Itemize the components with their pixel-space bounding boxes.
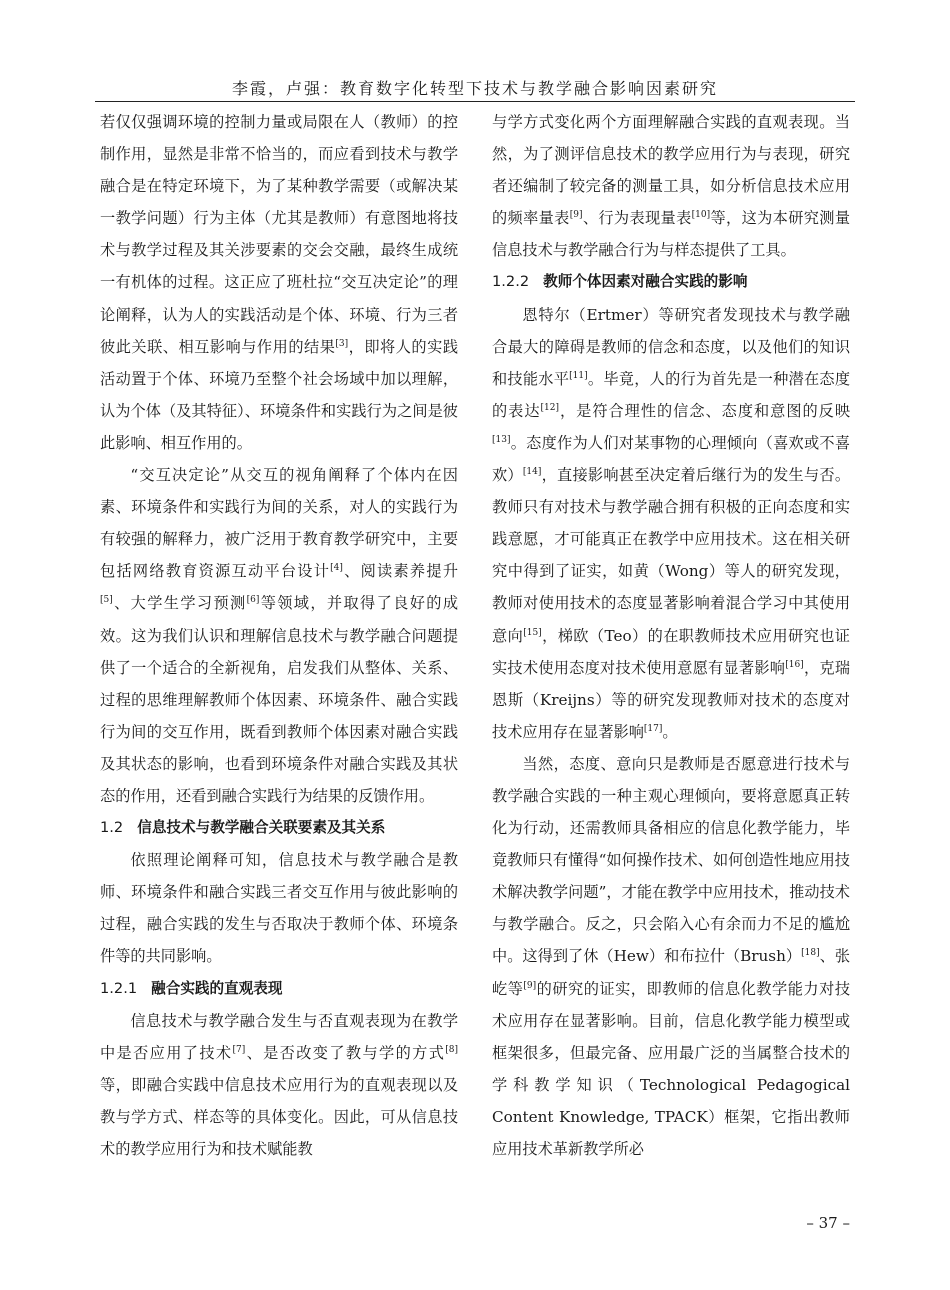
paragraph: 恩特尔（Ertmer）等研究者发现技术与教学融合最大的障碍是教师的信念和态度，以及他们的知识和技能水平[11]。毕竟，人的行为首先是一种潜在态度的表达[12]，是符合理性的信念、态度和意图的反映[13]。态度作为人们对某事物的心理倾向（喜欢或不喜欢）[14]，直接影响甚至决定着后继行为的发生与否。教师只有对技术与教学融合拥有积极的正向态度和实践意愿，才可能真正在教学中应用技术。这在相关研究中得到了证实，如黄（Wong）等人的研究发现，教师对使用技术的态度显著影响着混合学习中其使用意向[15]，梯欧（Teo）的在职教师技术应用研究也证实技术使用态度对技术使用意愿有显著影响[16]，克瑞恩斯（Kreijns）等的研究发现教师对技术的态度对技术应用存在显著影响[17]。	[492, 305, 851, 741]
right-column	[492, 106, 850, 1165]
citation: [15]	[523, 627, 542, 638]
header-rule	[95, 101, 855, 102]
subsection-heading: 1.2.1 融合实践的直观表现	[100, 979, 283, 997]
paragraph: 与学方式变化两个方面理解融合实践的直观表现。当然，为了测评信息技术的教学应用行为与表现，研究者还编制了较完备的测量工具，如分析信息技术应用的频率量表[9]、行为表现量表[10]等，这为本研究测量信息技术与教学融合行为与样态提供了工具。	[492, 113, 851, 260]
citation: [18]	[801, 948, 820, 959]
citation: [4]	[330, 563, 343, 574]
citation: [12]	[540, 402, 559, 413]
left-column	[100, 106, 458, 1165]
citation: [9]	[569, 210, 583, 221]
paragraph: 若仅仅强调环境的控制力量或局限在人（教师）的控制作用，显然是非常不恰当的，而应看到技术与教学融合是在特定环境下，为了某种教学需要（或解决某一教学问题）行为主体（尤其是教师）有意图地将技术与教学过程及其关涉要素的交会交融，最终生成统一有机体的过程。这正应了班杜拉“交互决定论”的理论阐释，认为人的实践活动是个体、环境、行为三者彼此关联、相互影响与作用的结果[3]，即将人的实践活动置于个体、环境乃至整个社会场域中加以理解，认为个体（及其特征）、环境条件和实践行为之间是彼此影响、相互作用的。	[100, 113, 459, 452]
paragraph: 当然，态度、意向只是教师是否愿意进行技术与教学融合实践的一种主观心理倾向，要将意愿真正转化为行动，还需教师具备相应的信息化教学能力，毕竟教师只有懂得“如何操作技术、如何创造性地应用技术解决教学问题”，才能在教学中应用技术，推动技术与教学融合。反之，只会陷入心有余而力不足的尴尬中。这得到了休（Hew）和布拉什（Brush）[18]、张屹等[9]的研究的证实，即教师的信息化教学能力对技术应用存在显著影响。目前，信息化教学能力模型或框架很多，但最完备、应用最广泛的当属整合技术的学科教学知识（Technological Pedagogical Content Knowledge, TPACK）框架，它指出教师应用技术革新教学所必	[492, 754, 851, 1158]
citation: [13]	[492, 434, 511, 445]
citation: [14]	[522, 467, 542, 478]
page-number: – 37 –	[806, 1214, 850, 1232]
citation: [16]	[785, 659, 804, 670]
paragraph: “交互决定论”从交互的视角阐释了个体内在因素、环境条件和实践行为间的关系，对人的实践行为有较强的解释力，被广泛用于教育教学研究中，主要包括网络教育资源互动平台设计[4]、阅读素养提升[5]、大学生学习预测[6]等领域，并取得了良好的成效。这为我们认识和理解信息技术与教学融合问题提供了一个适合的全新视角，启发我们从整体、关系、过程的思维理解教师个体因素、环境条件、融合实践行为间的交互作用，既看到教师个体因素对融合实践及其状态的影响，也看到环境条件对融合实践及其状态的作用，还看到融合实践行为结果的反馈作用。	[100, 466, 459, 805]
running-header: 李霞，卢强：教育数字化转型下技术与教学融合影响因素研究	[231, 79, 718, 98]
citation: [17]	[643, 723, 663, 734]
paragraph: 信息技术与教学融合发生与否直观表现为在教学中是否应用了技术[7]、是否改变了教与学的方式[8]等，即融合实践中信息技术应用行为的直观表现以及教与学方式、样态等的具体变化。因此，可从信息技术的教学应用行为和技术赋能教	[100, 1011, 459, 1158]
subsection-heading: 1.2.2 教师个体因素对融合实践的影响	[492, 273, 748, 291]
citation: [8]	[445, 1044, 459, 1055]
citation: [3]	[335, 338, 349, 349]
citation: [5]	[100, 595, 113, 606]
citation: [10]	[691, 210, 711, 221]
citation: [11]	[569, 370, 588, 381]
paragraph: 依照理论阐释可知，信息技术与教学融合是教师、环境条件和融合实践三者交互作用与彼此影响的过程，融合实践的发生与否取决于教师个体、环境条件等的共同影响。	[100, 851, 458, 966]
citation: [6]	[246, 595, 260, 606]
section-heading: 1.2 信息技术与教学融合关联要素及其关系	[100, 819, 386, 837]
citation: [9]	[523, 980, 537, 991]
citation: [7]	[232, 1044, 246, 1055]
